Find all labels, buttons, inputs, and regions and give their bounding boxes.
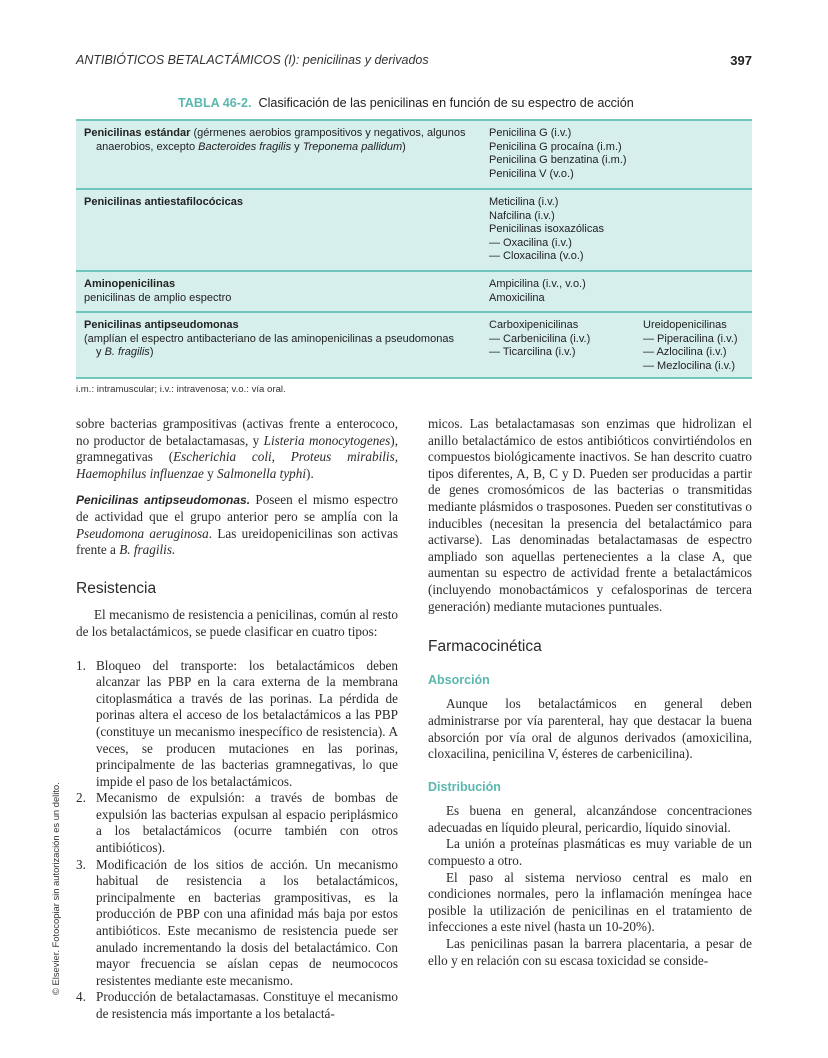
drug-item: — Mezlocilina (i.v.) bbox=[643, 359, 736, 372]
category-description: ) bbox=[402, 140, 406, 153]
drug-item: — Oxacilina (i.v.) bbox=[489, 236, 572, 249]
category-description: y bbox=[96, 346, 105, 359]
section-heading-resistencia: Resistencia bbox=[76, 579, 157, 597]
subsection-heading-absorcion: Absorción bbox=[428, 672, 490, 687]
list-item: 2. Mecanismo de expulsión: a través de bombas de expulsión las bacterias expulsan al espacio periplásmico a los betalactámicos (ocurre también con otros antibióticos). bbox=[76, 790, 398, 856]
running-title: ANTIBIÓTICOS BETALACTÁMICOS (I): penicilinas y derivados bbox=[76, 53, 429, 67]
organism-name: Bacteroides fragilis bbox=[198, 140, 292, 153]
table-cell-category bbox=[84, 278, 480, 305]
category-description: anaerobios, excepto bbox=[96, 140, 199, 153]
drug-item: Ampicilina (i.v., v.o.) bbox=[489, 278, 586, 290]
paragraph: Es buena en general, alcanzándose concentraciones adecuadas en líquido pleural, pericardio, líquido sinovial. bbox=[428, 803, 752, 835]
drug-item: Carboxipenicilinas bbox=[489, 319, 579, 331]
drug-item: Ureidopenicilinas bbox=[643, 319, 727, 331]
table-footnote: i.m.: intramuscular; i.v.: intravenosa; v.o.: vía oral. bbox=[76, 384, 286, 395]
table-label: TABLA 46-2. bbox=[178, 96, 252, 110]
right-column bbox=[428, 416, 752, 969]
drug-item: Penicilinas isoxazólicas bbox=[489, 223, 604, 236]
run-in-heading: Penicilinas antipseudomonas. bbox=[76, 493, 251, 508]
table-cell-drugs bbox=[489, 278, 586, 305]
category-title: Penicilinas antiestafilocócicas bbox=[84, 196, 243, 208]
table-cell-drugs bbox=[489, 319, 590, 360]
drug-item: Penicilina G (i.v.) bbox=[489, 127, 572, 139]
paragraph: El mecanismo de resistencia a penicilinas, común al resto de los betalactámicos, se puede clasificar en cuatro tipos: bbox=[76, 607, 398, 639]
paragraph: Las penicilinas pasan la barrera placentaria, a pesar de ello y en relación con su escasa toxicidad se conside- bbox=[428, 936, 752, 968]
category-description: y bbox=[291, 140, 303, 153]
table-cell-drugs bbox=[489, 196, 604, 264]
drug-item: — Carbenicilina (i.v.) bbox=[489, 332, 591, 345]
drug-item: Penicilina G benzatina (i.m.) bbox=[489, 154, 627, 167]
table-cell-category bbox=[84, 127, 480, 154]
page-number: 397 bbox=[730, 53, 752, 68]
paragraph: Penicilinas antipseudomonas. Poseen el mismo espectro de actividad que el grupo anterior pero se amplía con la Pseudomona aeruginosa. Las ureidopenicilinas son activas frente a B. fragilis. bbox=[76, 492, 399, 558]
penicillin-classification-table bbox=[76, 119, 752, 379]
table-row-standard bbox=[76, 119, 752, 188]
list-item: 3. Modificación de los sitios de acción. Un mecanismo habitual de resistencia a los betalactámicos, principalmente en bacterias grampositivas, es la producción de PBP con una afinidad más baja por estos antibióticos. Este mecanismo de resistencia puede ser anulado incrementando la dosis del betalactámico. Con mayor frecuencia se aíslan cepas de neumococos resistentes mediante este mecanismo. bbox=[76, 856, 398, 988]
organism-name: Treponema pallidum bbox=[302, 140, 403, 153]
list-item: 4. Producción de betalactamasas. Constituye el mecanismo de resistencia más importante a los betalactá- bbox=[76, 989, 398, 1021]
organism-name: B. fragilis bbox=[104, 346, 150, 359]
paragraph: La unión a proteínas plasmáticas es muy variable de un compuesto a otro. bbox=[428, 836, 752, 869]
paragraph: El paso al sistema nervioso central es malo en condiciones normales, pero la inflamación meníngea hace posible la utilización de penicilinas en el tratamiento de infecciones a este nivel (hasta un 10-20%). bbox=[428, 869, 752, 935]
drug-item: — Piperacilina (i.v.) bbox=[643, 332, 738, 345]
list-item: 1. Bloqueo del transporte: los betalactámicos deben alcanzar las PBP en la cara externa de la membrana citoplasmática a través de las porinas. La pérdida de porinas altera el acceso de los betalactámicos a las PBP (constituye un mecanismo inespecífico de resistencia). A veces, se producen mutaciones en las porinas, principalmente de las bacterias gramnegativas, lo que impide el paso de los betalactámicos. bbox=[76, 657, 398, 789]
running-head bbox=[76, 53, 752, 71]
category-description: penicilinas de amplio espectro bbox=[84, 291, 232, 304]
paragraph: Aunque los betalactámicos en general deben administrarse por vía parenteral, hay que destacar la buena absorción por vía oral de algunos derivados (amoxicilina, cloxacilina, penicilina V, ésteres de carbenicilina). bbox=[428, 696, 752, 762]
table-row-antistaphylococcal bbox=[76, 188, 752, 270]
drug-item: Penicilina V (v.o.) bbox=[489, 167, 574, 180]
drug-item: Nafcilina (i.v.) bbox=[489, 209, 555, 222]
resistance-mechanisms-list bbox=[76, 658, 398, 1023]
table-cell-drugs bbox=[489, 127, 627, 181]
subsection-heading-distribucion: Distribución bbox=[428, 779, 501, 794]
table-caption-text: Clasificación de las penicilinas en función de su espectro de acción bbox=[258, 96, 634, 110]
left-column bbox=[76, 416, 398, 1023]
table-caption bbox=[178, 96, 634, 110]
copyright-side-note: © Elsevier. Fotocopiar sin autorización es un delito. bbox=[50, 782, 61, 995]
category-description: (gérmenes aerobios grampositivos y negativos, algunos bbox=[190, 127, 466, 139]
category-title: Penicilinas antipseudomonas bbox=[84, 319, 239, 331]
drug-item: Amoxicilina bbox=[489, 291, 545, 304]
category-title: Penicilinas estándar bbox=[84, 127, 191, 139]
drug-item: Meticilina (i.v.) bbox=[489, 196, 559, 208]
category-title: Aminopenicilinas bbox=[84, 278, 176, 290]
drug-item: — Ticarcilina (i.v.) bbox=[489, 346, 576, 359]
paragraph: micos. Las betalactamasas son enzimas que hidrolizan el anillo betalactámico de estos antibióticos convirtiéndolos en compuestos biológicamente inactivos. Se han descrito cuatro tipos diferentes, A, B, C y D. Pueden ser producidas a partir de genes cromosómicos de las bacterias o transmitidas mediante plásmidos o trasposones. Pueden ser constitutivas o inducibles (necesitan la presencia del betalactámico para activarse). Las denominadas betalactamasas de espectro ampliado son aquellas pertenecientes a la clase A, que aumentan su espectro de actividad frente a betalactámicos (incluyendo monobactámicos y cefalosporinas de tercera generación) mediante mutaciones puntuales. bbox=[428, 416, 752, 614]
table-row-aminopenicillins bbox=[76, 270, 752, 311]
table-cell-category bbox=[84, 319, 480, 360]
table-cell-drugs-2 bbox=[643, 319, 738, 373]
table-cell-category bbox=[84, 196, 480, 210]
drug-item: Penicilina G procaína (i.m.) bbox=[489, 140, 622, 153]
category-description: ) bbox=[149, 346, 154, 359]
category-description: (amplían el espectro antibacteriano de las aminopenicilinas a pseudomonas bbox=[84, 332, 454, 345]
table-row-antipseudomonal bbox=[76, 311, 752, 379]
drug-item: — Cloxacilina (v.o.) bbox=[489, 250, 584, 263]
section-heading-farmacocinetica: Farmacocinética bbox=[428, 638, 542, 656]
drug-item: — Azlocilina (i.v.) bbox=[643, 346, 727, 359]
paragraph: sobre bacterias grampositivas (activas frente a enterococo, no productor de betalactamasas, y Listeria monocytogenes), gramnegativas (Escherichia coli, Proteus mirabilis, Haemophilus influenzae y Salmonella typhi). bbox=[76, 416, 398, 481]
